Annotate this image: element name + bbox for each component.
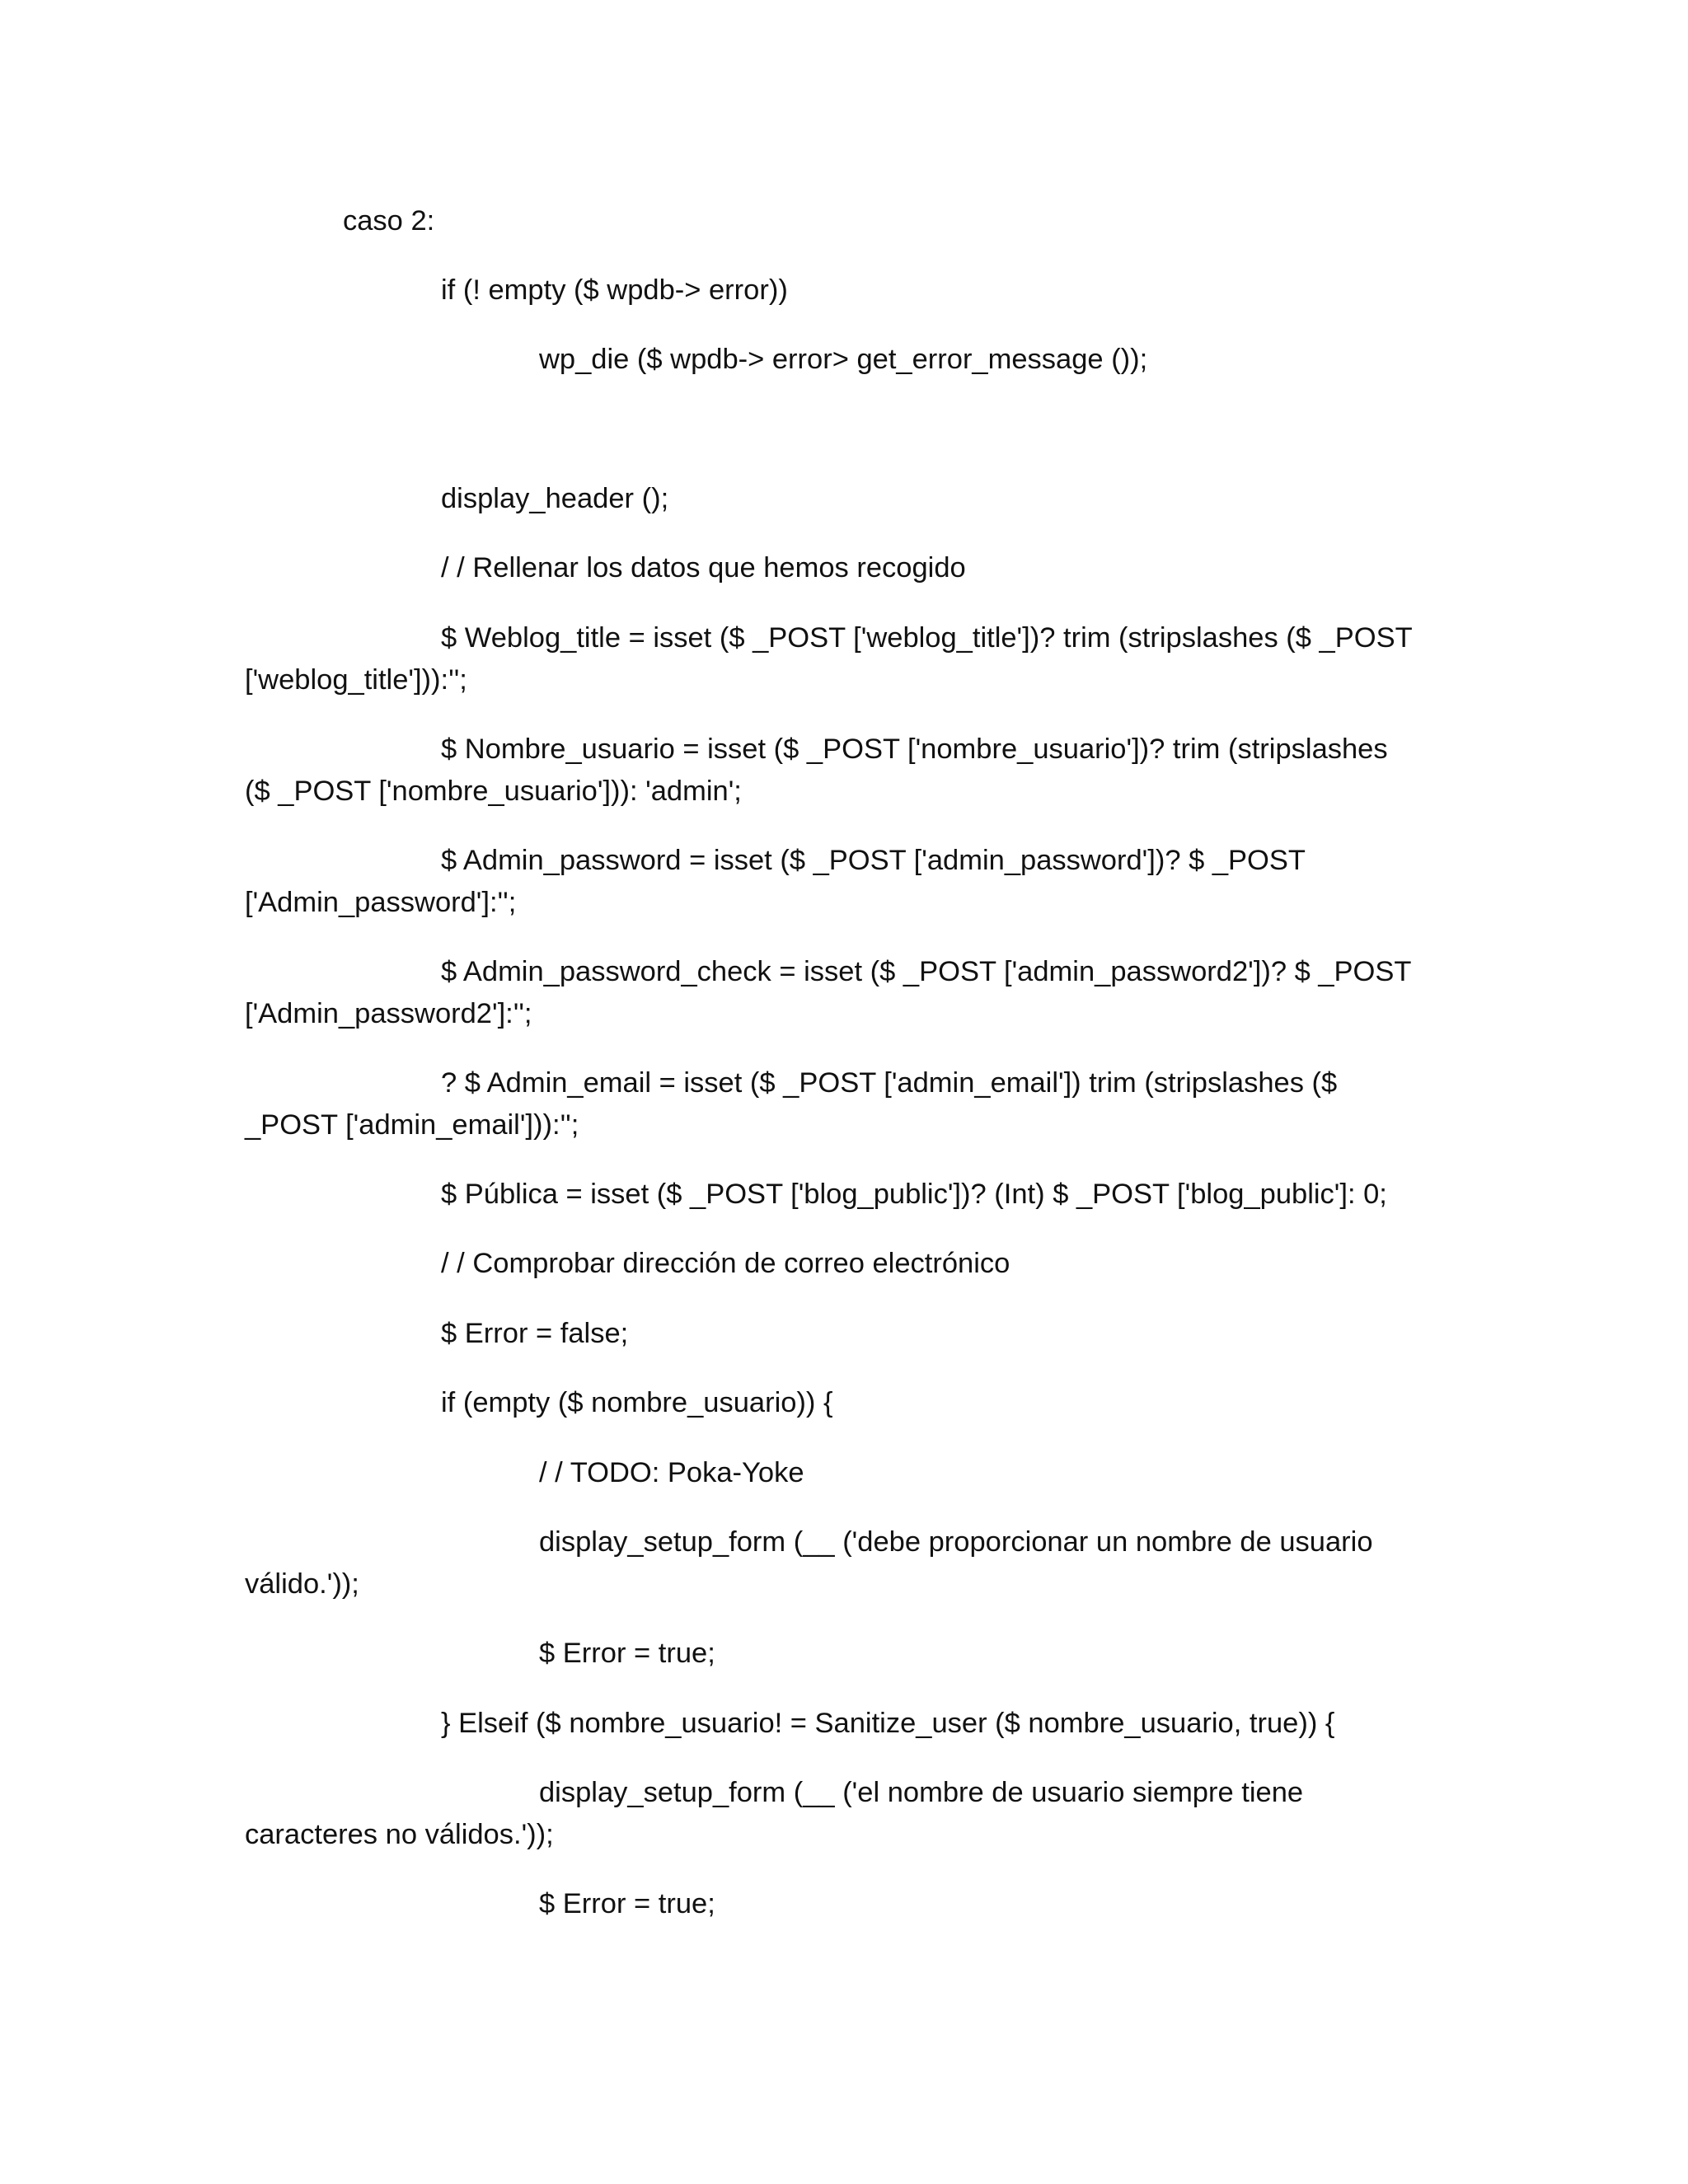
text-line: $ Nombre_usuario = isset ($ _POST ['nombre_usuario'])? trim (stripslashes ($ _POST ['nombre_usuario'])): 'admin'; — [245, 733, 1396, 807]
text-line: $ Admin_password = isset ($ _POST ['admin_password'])? $ _POST ['Admin_password']:''; — [245, 845, 1313, 918]
text-line: display_setup_form (__ ('debe proporcionar un nombre de usuario válido.')); — [245, 1526, 1381, 1600]
text-line: / / Comprobar dirección de correo electrónico — [441, 1248, 1010, 1279]
text-line: / / Rellenar los datos que hemos recogido — [441, 552, 966, 583]
text-line: if (! empty ($ wpdb-> error)) — [441, 274, 788, 306]
text-line: $ Error = true; — [539, 1888, 715, 1919]
text-line: $ Weblog_title = isset ($ _POST ['weblog_title'])? trim (stripslashes ($ _POST ['weblog_title'])):''; — [245, 622, 1420, 696]
text-line: ? $ Admin_email = isset ($ _POST ['admin_email']) trim (stripslashes ($ _POST ['admin_email'])):''; — [245, 1067, 1345, 1141]
text-line: $ Admin_password_check = isset ($ _POST ['admin_password2'])? $ _POST ['Admin_password2']:''; — [245, 956, 1419, 1029]
text-line: $ Error = false; — [441, 1318, 629, 1349]
text-line: if (empty ($ nombre_usuario)) { — [441, 1387, 833, 1418]
text-line: $ Error = true; — [539, 1638, 715, 1669]
text-line: caso 2: — [343, 205, 435, 237]
text-line: / / TODO: Poka-Yoke — [539, 1457, 804, 1488]
text-line: $ Pública = isset ($ _POST ['blog_public'])? (Int) $ _POST ['blog_public']: 0; — [441, 1179, 1387, 1210]
text-line: display_setup_form (__ ('el nombre de usuario siempre tiene caracteres no válidos.')); — [245, 1777, 1311, 1850]
text-line: display_header (); — [441, 483, 669, 514]
text-line: } Elseif ($ nombre_usuario! = Sanitize_user ($ nombre_usuario, true)) { — [441, 1708, 1335, 1739]
text-line: wp_die ($ wpdb-> error> get_error_message ()); — [539, 344, 1148, 375]
